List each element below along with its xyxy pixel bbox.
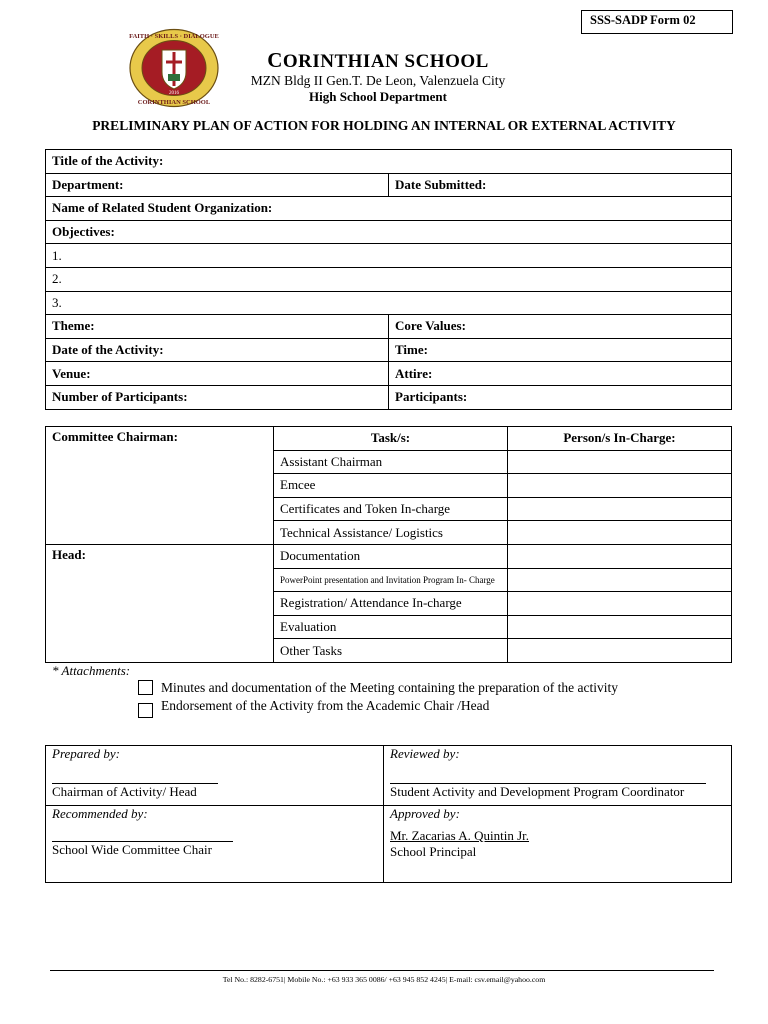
task-cell: Evaluation	[274, 615, 508, 639]
tasks-header: Task/s:	[274, 427, 508, 451]
prepared-role: Chairman of Activity/ Head	[52, 784, 197, 799]
person-in-charge-cell[interactable]	[508, 592, 732, 616]
attachment-2-checkbox[interactable]	[138, 703, 153, 718]
title-of-activity-field[interactable]: Title of the Activity:	[46, 150, 732, 174]
prepared-by-cell[interactable]	[46, 746, 384, 806]
task-cell: Emcee	[274, 474, 508, 498]
objective-3-field[interactable]: 3.	[46, 291, 732, 315]
time-field[interactable]: Time:	[389, 338, 732, 362]
reviewed-role: Student Activity and Development Program Coordinator	[390, 784, 685, 799]
recommended-role: School Wide Committee Chair	[52, 842, 212, 857]
attachment-1-checkbox[interactable]	[138, 680, 153, 695]
person-in-charge-cell[interactable]	[508, 544, 732, 568]
svg-text:2016: 2016	[169, 91, 179, 96]
core-values-field[interactable]: Core Values:	[389, 315, 732, 339]
department-field[interactable]: Department:	[46, 173, 389, 197]
task-cell: Registration/ Attendance In-charge	[274, 592, 508, 616]
venue-field[interactable]: Venue:	[46, 362, 389, 386]
head-field[interactable]: Head:	[46, 544, 274, 662]
footer-contact: Tel No.: 8282-6751| Mobile No.: +63 933 365 0086/ +63 945 852 4245| E-mail: csv.email@yahoo.com	[222, 975, 546, 984]
person-in-charge-cell[interactable]	[508, 521, 732, 545]
school-address: MZN Bldg II Gen.T. De Leon, Valenzuela City	[250, 73, 506, 88]
attachments-label: * Attachments:	[52, 663, 131, 678]
attachment-1-text: Minutes and documentation of the Meeting containing the preparation of the activity	[161, 680, 618, 695]
person-in-charge-cell[interactable]	[508, 497, 732, 521]
task-cell: Other Tasks	[274, 639, 508, 663]
theme-field[interactable]: Theme:	[46, 315, 389, 339]
person-in-charge-cell[interactable]	[508, 639, 732, 663]
number-of-participants-field[interactable]: Number of Participants:	[46, 385, 389, 409]
activity-info-table	[45, 149, 732, 410]
form-code: SSS-SADP Form 02	[581, 10, 733, 34]
objective-1-field[interactable]: 1.	[46, 244, 732, 268]
committee-table	[45, 426, 732, 663]
approved-role: School Principal	[390, 844, 477, 859]
student-org-field[interactable]: Name of Related Student Organization:	[46, 197, 732, 221]
task-cell: PowerPoint presentation and Invitation Program In- Charge	[274, 568, 508, 592]
svg-text:FAITH · SKILLS · DIALOGUE: FAITH · SKILLS · DIALOGUE	[129, 33, 219, 40]
persons-header: Person/s In-Charge:	[508, 427, 732, 451]
date-submitted-field[interactable]: Date Submitted:	[389, 173, 732, 197]
committee-chairman-field[interactable]: Committee Chairman:	[46, 427, 274, 545]
prepared-by-label: Prepared by:	[52, 746, 120, 761]
person-in-charge-cell[interactable]	[508, 615, 732, 639]
task-cell: Technical Assistance/ Logistics	[274, 521, 508, 545]
footer-divider	[50, 970, 714, 971]
school-department: High School Department	[309, 89, 447, 104]
recommended-by-cell[interactable]	[46, 806, 384, 883]
person-in-charge-cell[interactable]	[508, 474, 732, 498]
person-in-charge-cell[interactable]	[508, 568, 732, 592]
person-in-charge-cell[interactable]	[508, 450, 732, 474]
attire-field[interactable]: Attire:	[389, 362, 732, 386]
task-cell: Documentation	[274, 544, 508, 568]
attachment-2-text: Endorsement of the Activity from the Academic Chair /Head	[161, 698, 490, 713]
approved-by-cell[interactable]	[384, 806, 732, 883]
reviewed-by-label: Reviewed by:	[390, 746, 460, 761]
approved-name: Mr. Zacarias A. Quintin Jr.	[390, 828, 530, 843]
objective-2-field[interactable]: 2.	[46, 267, 732, 291]
school-name: CORINTHIAN SCHOOL	[267, 48, 489, 72]
form-title: PRELIMINARY PLAN OF ACTION FOR HOLDING AN INTERNAL OR EXTERNAL ACTIVITY	[92, 118, 676, 133]
recommended-by-label: Recommended by:	[52, 806, 148, 821]
school-logo	[128, 28, 220, 108]
objectives-label: Objectives:	[46, 220, 732, 244]
participants-field[interactable]: Participants:	[389, 385, 732, 409]
school-name-text: ORINTHIAN SCHOOL	[282, 51, 489, 72]
task-cell: Certificates and Token In-charge	[274, 497, 508, 521]
date-of-activity-field[interactable]: Date of the Activity:	[46, 338, 389, 362]
reviewed-by-cell[interactable]	[384, 746, 732, 806]
signatures-table	[45, 745, 732, 883]
school-header	[243, 48, 513, 105]
task-cell: Assistant Chairman	[274, 450, 508, 474]
approved-by-label: Approved by:	[390, 806, 460, 821]
svg-text:CORINTHIAN SCHOOL: CORINTHIAN SCHOOL	[137, 99, 211, 106]
